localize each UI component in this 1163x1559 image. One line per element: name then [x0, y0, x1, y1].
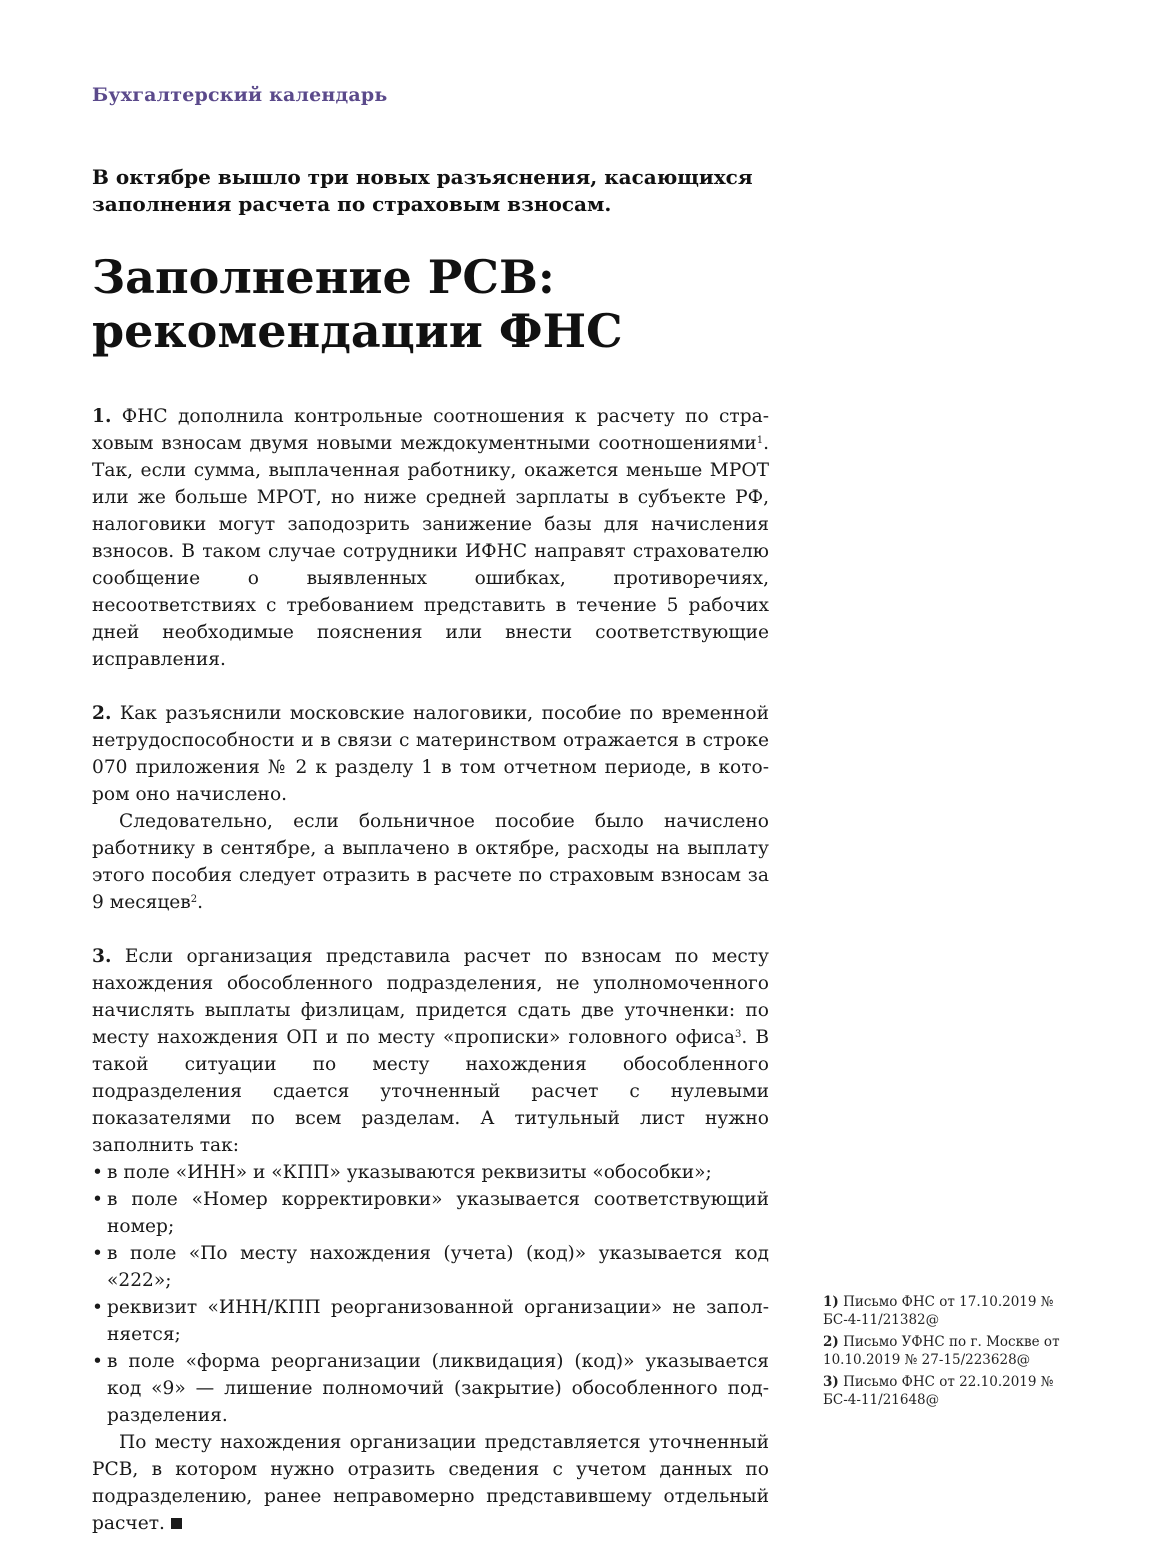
section-2-para-2 — [92, 808, 769, 916]
section-label: Бухгалтерский календарь — [92, 84, 388, 106]
section-3-number: 3. — [92, 946, 112, 967]
title-line-1: Заполнение РСВ: — [92, 250, 555, 304]
end-of-article-mark — [171, 1518, 182, 1529]
title-line-2: рекомендации ФНС — [92, 304, 623, 358]
section-1 — [92, 403, 769, 673]
list-item: • в поле «По месту нахождения (учета) (код)» указывается код «222»; — [92, 1240, 769, 1294]
article-body — [92, 403, 769, 1537]
section-1-number: 1. — [92, 406, 112, 427]
footnote-ref-2: 2 — [190, 894, 198, 905]
section-1-text-a: ФНС дополнила контрольные соотношения к расчету по страховым взносам двумя новыми междокументными соотношениями — [92, 406, 770, 454]
section-3 — [92, 943, 769, 1537]
list-item: • в поле «ИНН» и «КПП» указываются реквизиты «обособки»; — [92, 1159, 769, 1186]
list-item: • реквизит «ИНН/КПП реорганизованной организации» не заполняется; — [92, 1294, 769, 1348]
section-2-para-1 — [92, 700, 769, 808]
section-2-number: 2. — [92, 703, 112, 724]
list-item: • в поле «форма реорганизации (ликвидация) (код)» указывается код «9» — лишение полномочий (закрытие) обособленного подразделения. — [92, 1348, 769, 1429]
footnote-2 — [823, 1333, 1063, 1369]
footnote-3 — [823, 1373, 1063, 1409]
requirements-list — [92, 1159, 769, 1429]
page-title — [92, 250, 812, 358]
section-2 — [92, 700, 769, 916]
footnote-ref-1: 1 — [756, 435, 764, 446]
section-2-para-2-b: . — [197, 892, 204, 913]
footnote-1-text: Письмо ФНС от 17.10.2019 № БС-4-11/21382@ — [823, 1294, 1054, 1328]
section-3-text-a: Если организация представила расчет по взносам по месту нахождения обособленного подразделения, не уполномоченного начислять выплаты физлицам, придется сдать две уточненки: по месту нахождения ОП и по месту «прописки» головного офиса — [92, 946, 770, 1048]
lead-paragraph: В октябре вышло три новых разъяснения, касающихся заполнения расчета по страховым взносам. — [92, 165, 753, 216]
section-2-para-2-a: Следовательно, если больничное пособие было начислено работнику в сентябре, а выплачено в октябре, расходы на выплату этого пособия следует отразить в расчете по страховым взносам за 9 месяцев — [92, 811, 769, 913]
footnote-2-number: 2) — [823, 1334, 839, 1350]
section-3-text-b: . В такой ситуации по месту нахождения обособленного подразделения сдается уточненный расчет с нулевыми показателями по всем разделам. А титульный лист нужно заполнить так: — [92, 1027, 769, 1156]
footnote-1-number: 1) — [823, 1294, 839, 1310]
footnotes — [823, 1293, 1063, 1413]
section-3-closing — [92, 1429, 769, 1537]
footnote-3-number: 3) — [823, 1374, 839, 1390]
list-item: • в поле «Номер корректировки» указывается соответствующий номер; — [92, 1186, 769, 1240]
footnote-2-text: Письмо УФНС по г. Москве от 10.10.2019 № 27-15/223628@ — [823, 1334, 1060, 1368]
section-3-closing-text: По месту нахождения организации представляется уточненный РСВ, в котором нужно отразить сведения с учетом данных по подразделению, ранее неправомерно представившему отдельный расчет. — [92, 1432, 769, 1534]
footnote-3-text: Письмо ФНС от 22.10.2019 № БС-4-11/21648@ — [823, 1374, 1054, 1408]
section-1-text-b: . Так, если сумма, выплаченная работнику, окажется меньше МРОТ или же больше МРОТ, но ниже средней зарплаты в субъекте РФ, налоговики могут заподозрить занижение базы для начисления взносов. В таком случае сотрудники ИФНС направят страхователю сообщение о выявленных ошибках, противоречиях, несоответствиях с требованием представить в течение 5 рабочих дней необходимые пояснения или внести соответствующие исправления. — [92, 433, 769, 670]
section-3-para-1 — [92, 943, 769, 1159]
footnote-1 — [823, 1293, 1063, 1329]
section-2-text: Как разъяснили московские налоговики, пособие по временной нетрудоспособности и в связи с материнством отражается в строке 070 приложения № 2 к разделу 1 в том отчетном периоде, в котором оно начислено. — [92, 703, 769, 805]
footnote-ref-3: 3 — [735, 1029, 742, 1040]
